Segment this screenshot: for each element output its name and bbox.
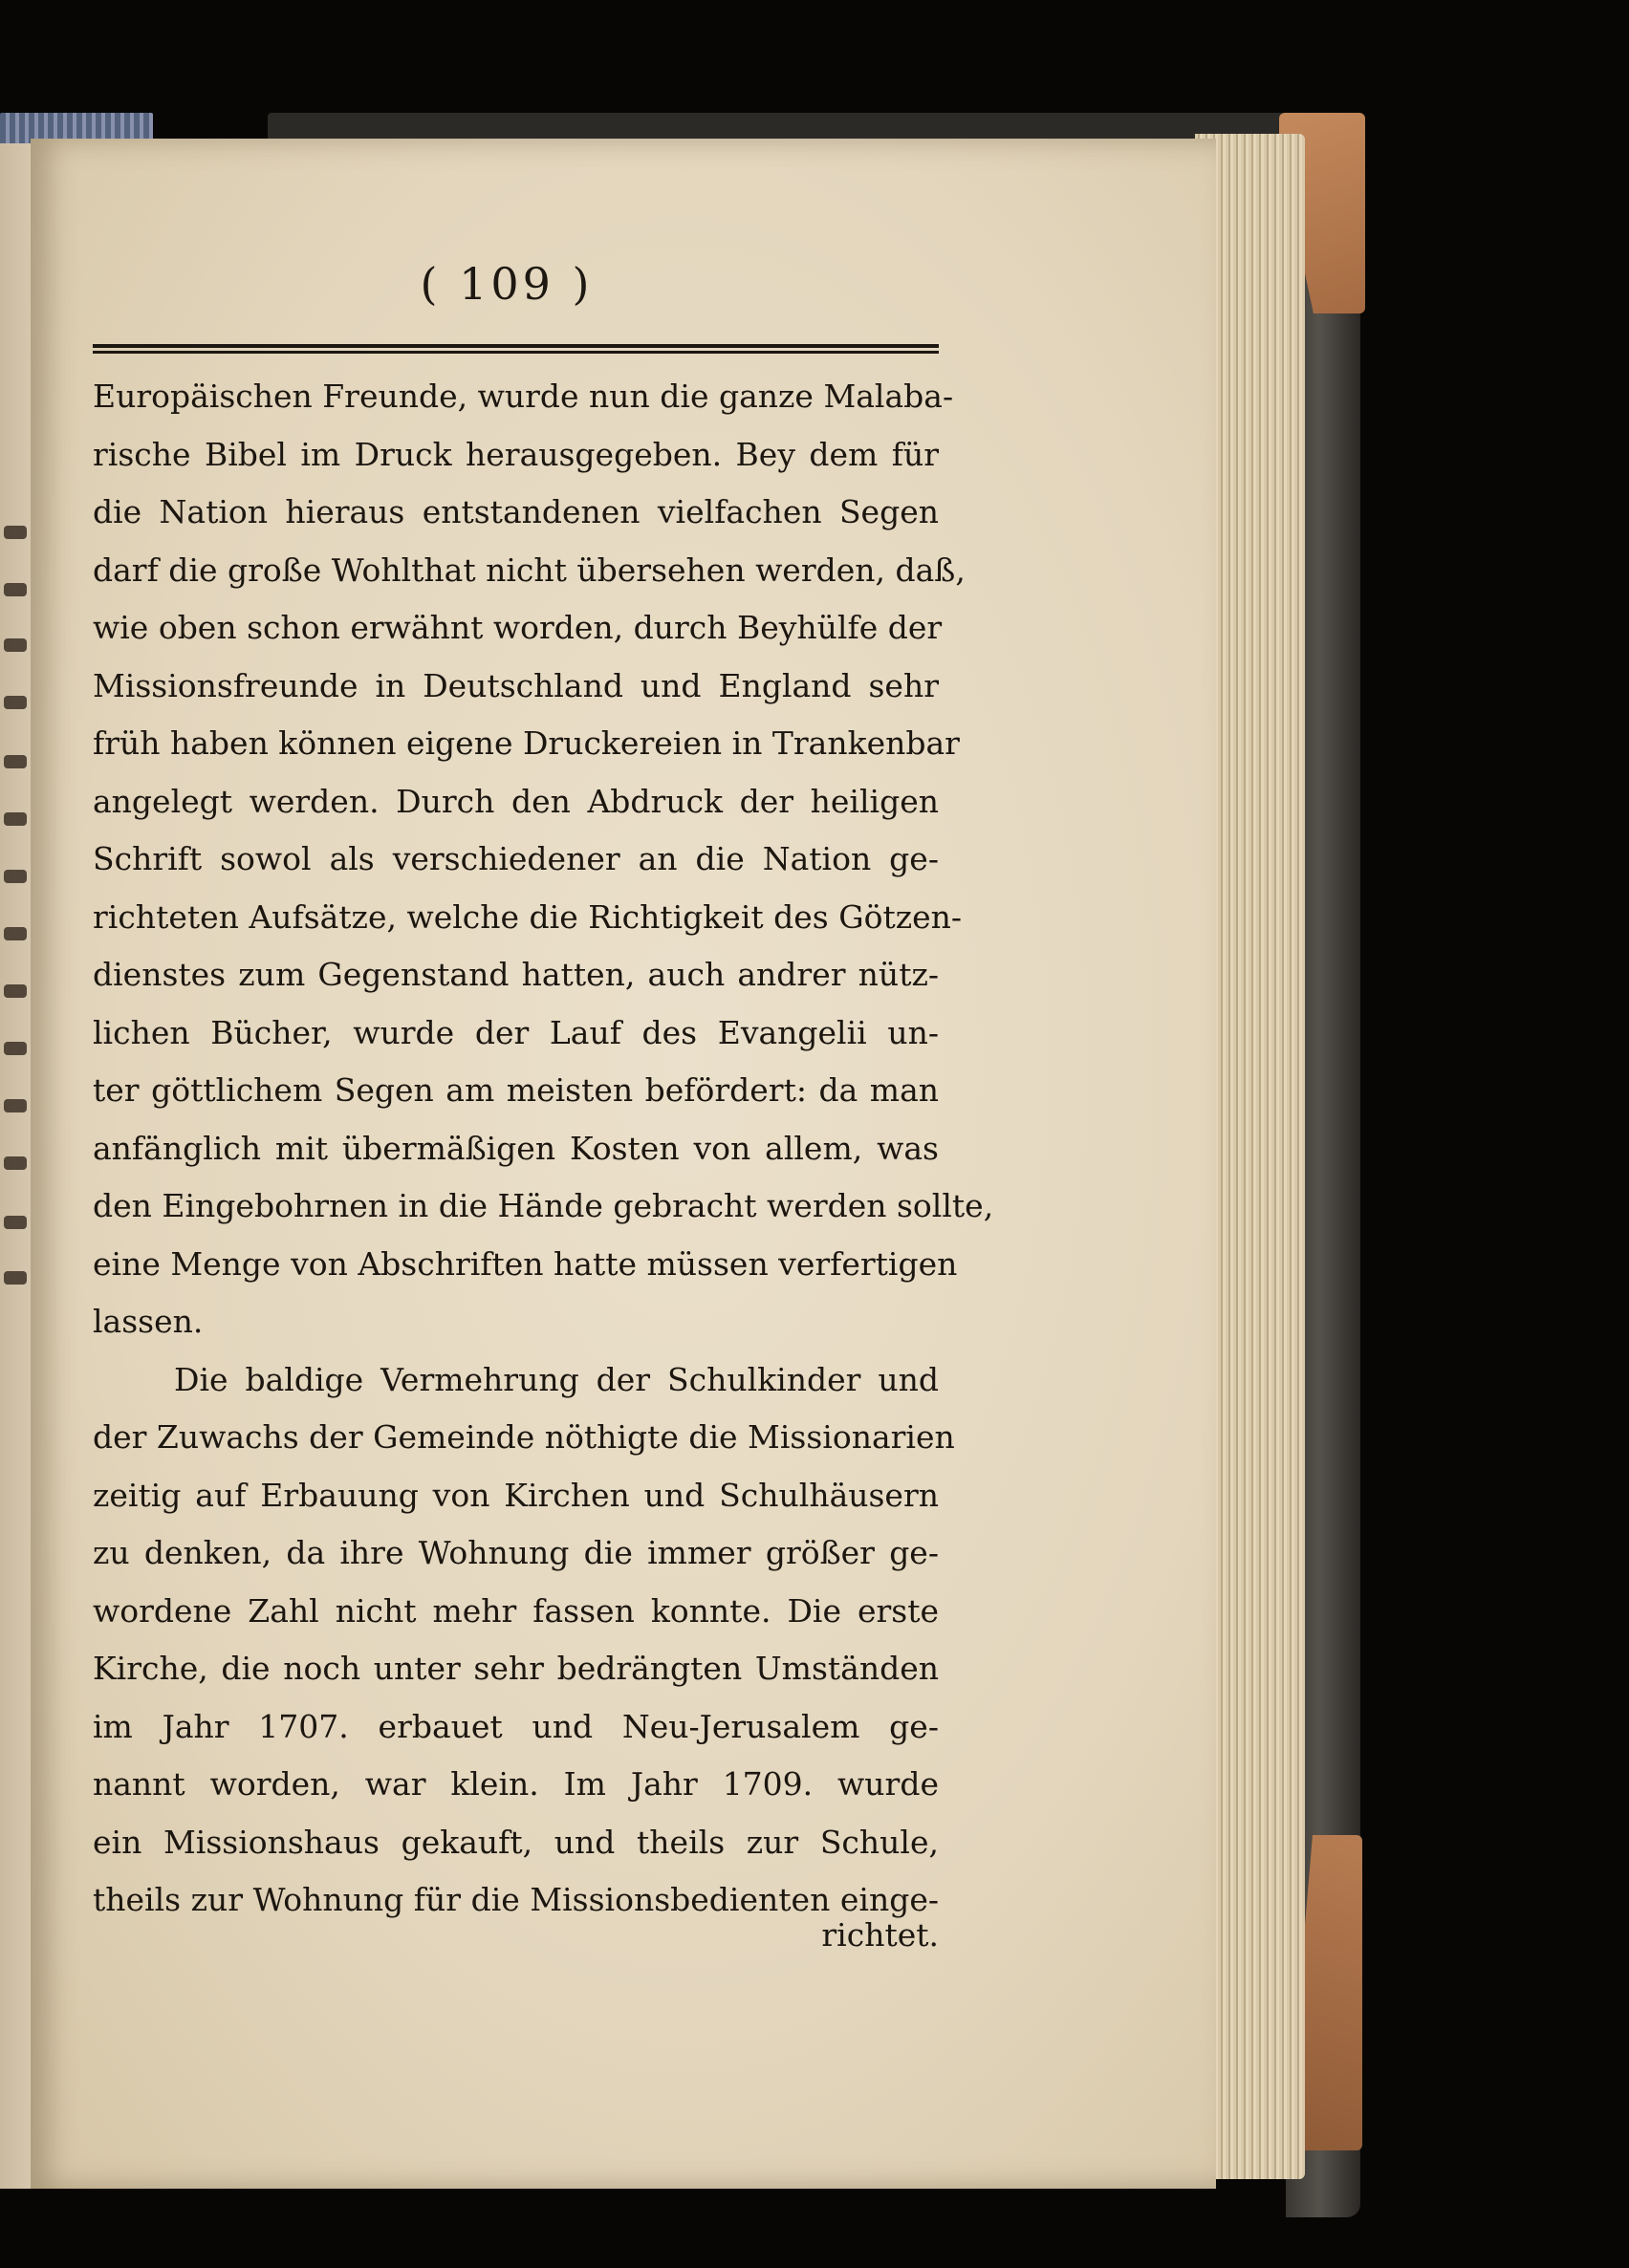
text-line: zu denken, da ihre Wohnung die immer größer ge- — [93, 1534, 939, 1571]
text-line: nannt worden, war klein. Im Jahr 1709. wurde — [93, 1765, 939, 1803]
text-line: ter göttlichem Segen am meisten befördert: da man — [93, 1071, 939, 1109]
body-text — [93, 368, 994, 1930]
text-line: der Zuwachs der Gemeinde nöthigte die Missionarien — [93, 1418, 955, 1456]
text-line: Schrift sowol als verschiedener an die Nation ge- — [93, 840, 939, 877]
text-line: lichen Bücher, wurde der Lauf des Evangelii un- — [93, 1013, 939, 1051]
text-line: Missionsfreunde in Deutschland und England sehr — [93, 666, 939, 704]
text-line: lassen. — [93, 1303, 204, 1340]
text-line: wie oben schon erwähnt worden, durch Beyhülfe der — [93, 609, 943, 646]
text-line: Die baldige Vermehrung der Schulkinder und — [174, 1360, 939, 1398]
paragraph-2 — [93, 1351, 955, 1930]
text-line: anfänglich mit übermäßigen Kosten von allem, was — [93, 1129, 939, 1167]
text-line: angelegt werden. Durch den Abdruck der heiligen — [93, 782, 939, 820]
text-line: dienstes zum Gegenstand hatten, auch andrer nütz- — [93, 956, 939, 993]
text-line: darf die große Wohlthat nicht übersehen werden, daß, — [93, 551, 966, 589]
text-line: rische Bibel im Druck herausgegeben. Bey dem für — [93, 435, 939, 473]
text-line: den Eingebohrnen in die Hände gebracht werden sollte, — [93, 1187, 994, 1224]
header-rule — [93, 344, 939, 354]
text-line: früh haben können eigene Druckereien in Trankenbar — [93, 724, 960, 762]
text-line: im Jahr 1707. erbauet und Neu-Jerusalem ge- — [93, 1707, 939, 1745]
text-line: theils zur Wohnung für die Missionsbedienten einge- — [93, 1881, 939, 1918]
text-line: Europäischen Freunde, wurde nun die ganze Malaba- — [93, 378, 954, 415]
page-number-header: ( 109 ) — [420, 258, 594, 310]
text-line: eine Menge von Abschriften hatte müssen verfertigen — [93, 1244, 958, 1283]
catchword: richtet. — [821, 1916, 939, 1954]
text-line: Kirche, die noch unter sehr bedrängten Umständen — [93, 1650, 939, 1687]
text-line: ein Missionshaus gekauft, und theils zur Schule, — [93, 1823, 939, 1861]
paragraph-1 — [93, 368, 994, 1351]
text-line: die Nation hieraus entstandenen vielfachen Segen — [93, 493, 939, 530]
text-line: richteten Aufsätze, welche die Richtigkeit des Götzen- — [93, 897, 963, 936]
text-line: zeitig auf Erbauung von Kirchen und Schulhäusern — [93, 1476, 939, 1514]
text-line: wordene Zahl nicht mehr fassen konnte. Die erste — [93, 1591, 939, 1630]
